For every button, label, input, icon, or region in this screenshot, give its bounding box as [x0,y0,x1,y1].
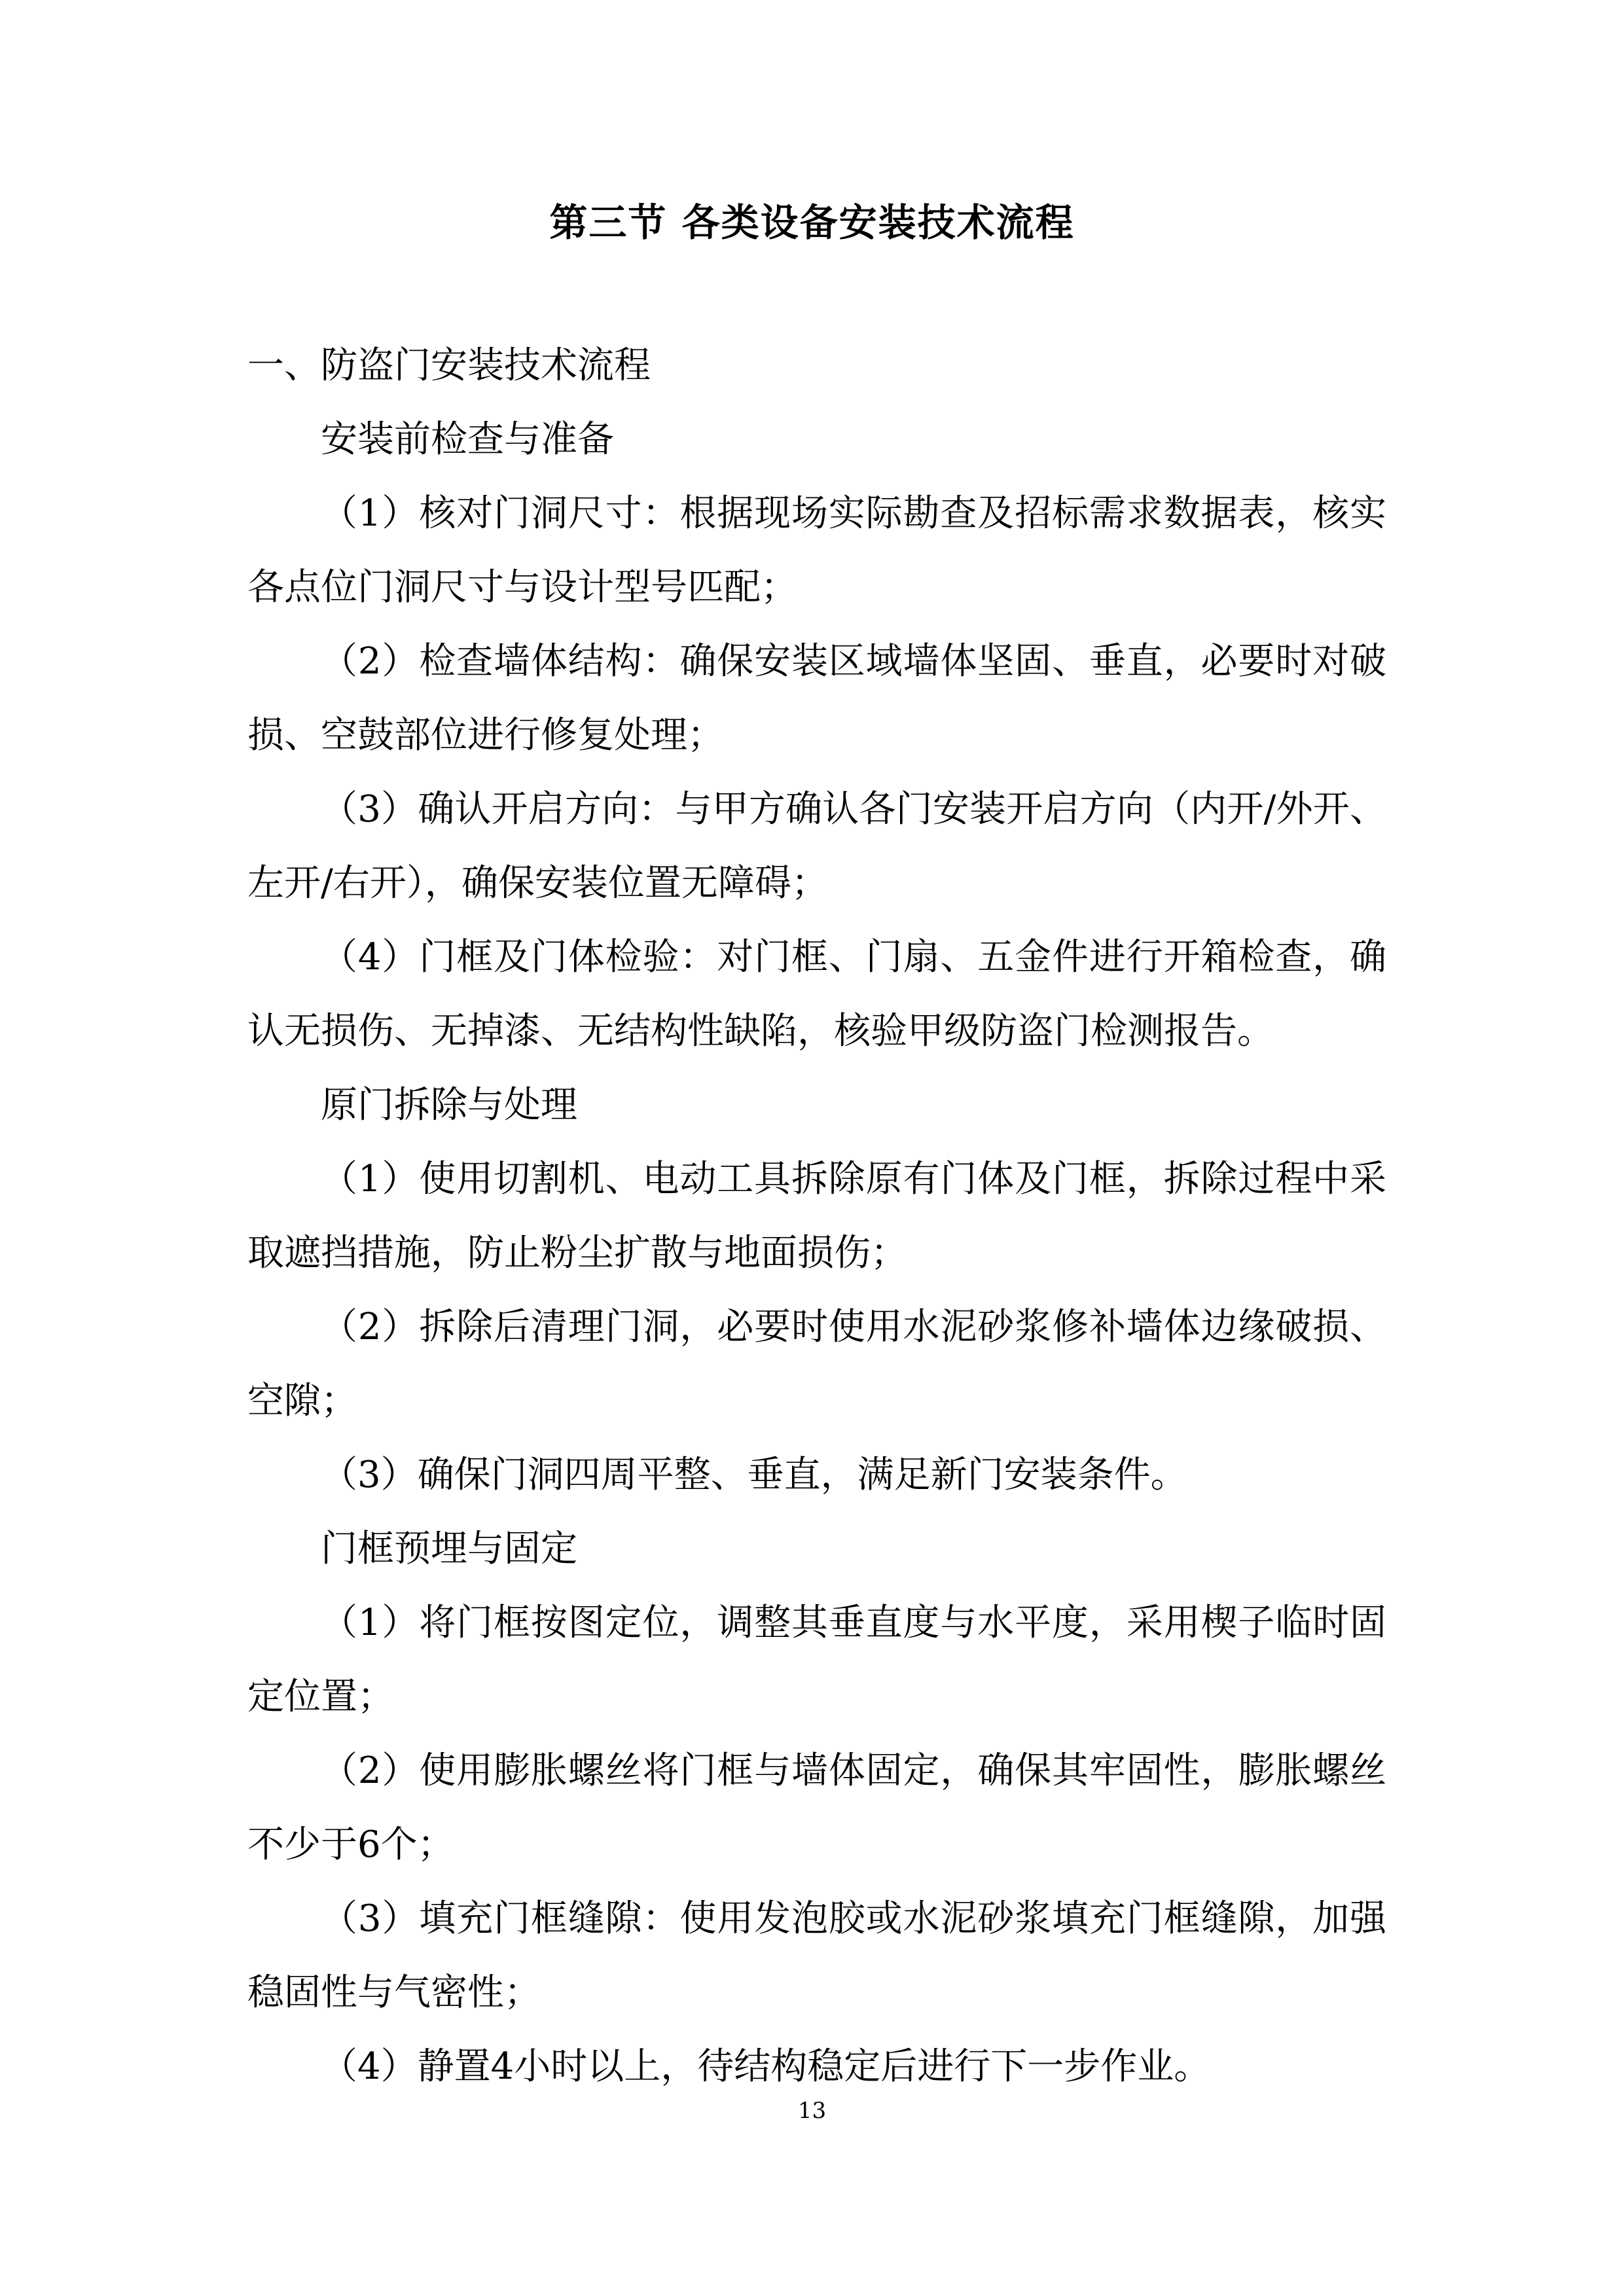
paragraph: （1）核对门洞尺寸：根据现场实际勘查及招标需求数据表，核实各点位门洞尺寸与设计型号匹配； [247,492,1386,609]
heading-anti-theft-door-process: 一、防盗门安装技术流程 [247,344,651,387]
body-text [247,329,1386,2104]
section-title: 第三节 各类设备安装技术流程 [549,200,1075,245]
paragraph: （3）确认开启方向：与甲方确认各门安装开启方向（内开/外开、左开/右开），确保安装位置无障碍； [247,788,1386,905]
paragraph: （4）静置4小时以上，待结构稳定后进行下一步作业。 [321,2045,1211,2088]
page-number: 13 [797,2098,827,2124]
paragraph: （3）确保门洞四周平整、垂直，满足新门安装条件。 [321,1454,1187,1496]
paragraph: （2）使用膨胀螺丝将门框与墙体固定，确保其牢固性，膨胀螺丝不少于6个； [247,1749,1386,1866]
subheading-frame-fixing: 门框预埋与固定 [321,1528,577,1570]
paragraph: （2）检查墙体结构：确保安装区域墙体坚固、垂直，必要时对破损、空鼓部位进行修复处理； [247,640,1386,757]
subheading-old-door-removal: 原门拆除与处理 [321,1084,577,1126]
paragraph: （3）填充门框缝隙：使用发泡胶或水泥砂浆填充门框缝隙，加强稳固性与气密性； [247,1897,1386,2014]
paragraph: （4）门框及门体检验：对门框、门扇、五金件进行开箱检查，确认无损伤、无掉漆、无结构性缺陷，核验甲级防盗门检测报告。 [247,936,1386,1052]
paragraph: （1）将门框按图定位，调整其垂直度与水平度，采用楔子临时固定位置； [247,1602,1386,1718]
paragraph: （2）拆除后清理门洞，必要时使用水泥砂浆修补墙体边缘破损、空隙； [247,1306,1386,1422]
paragraph: （1）使用切割机、电动工具拆除原有门体及门框，拆除过程中采取遮挡措施，防止粉尘扩散与地面损伤； [247,1158,1386,1274]
subheading-pre-install-check: 安装前检查与准备 [321,418,614,461]
